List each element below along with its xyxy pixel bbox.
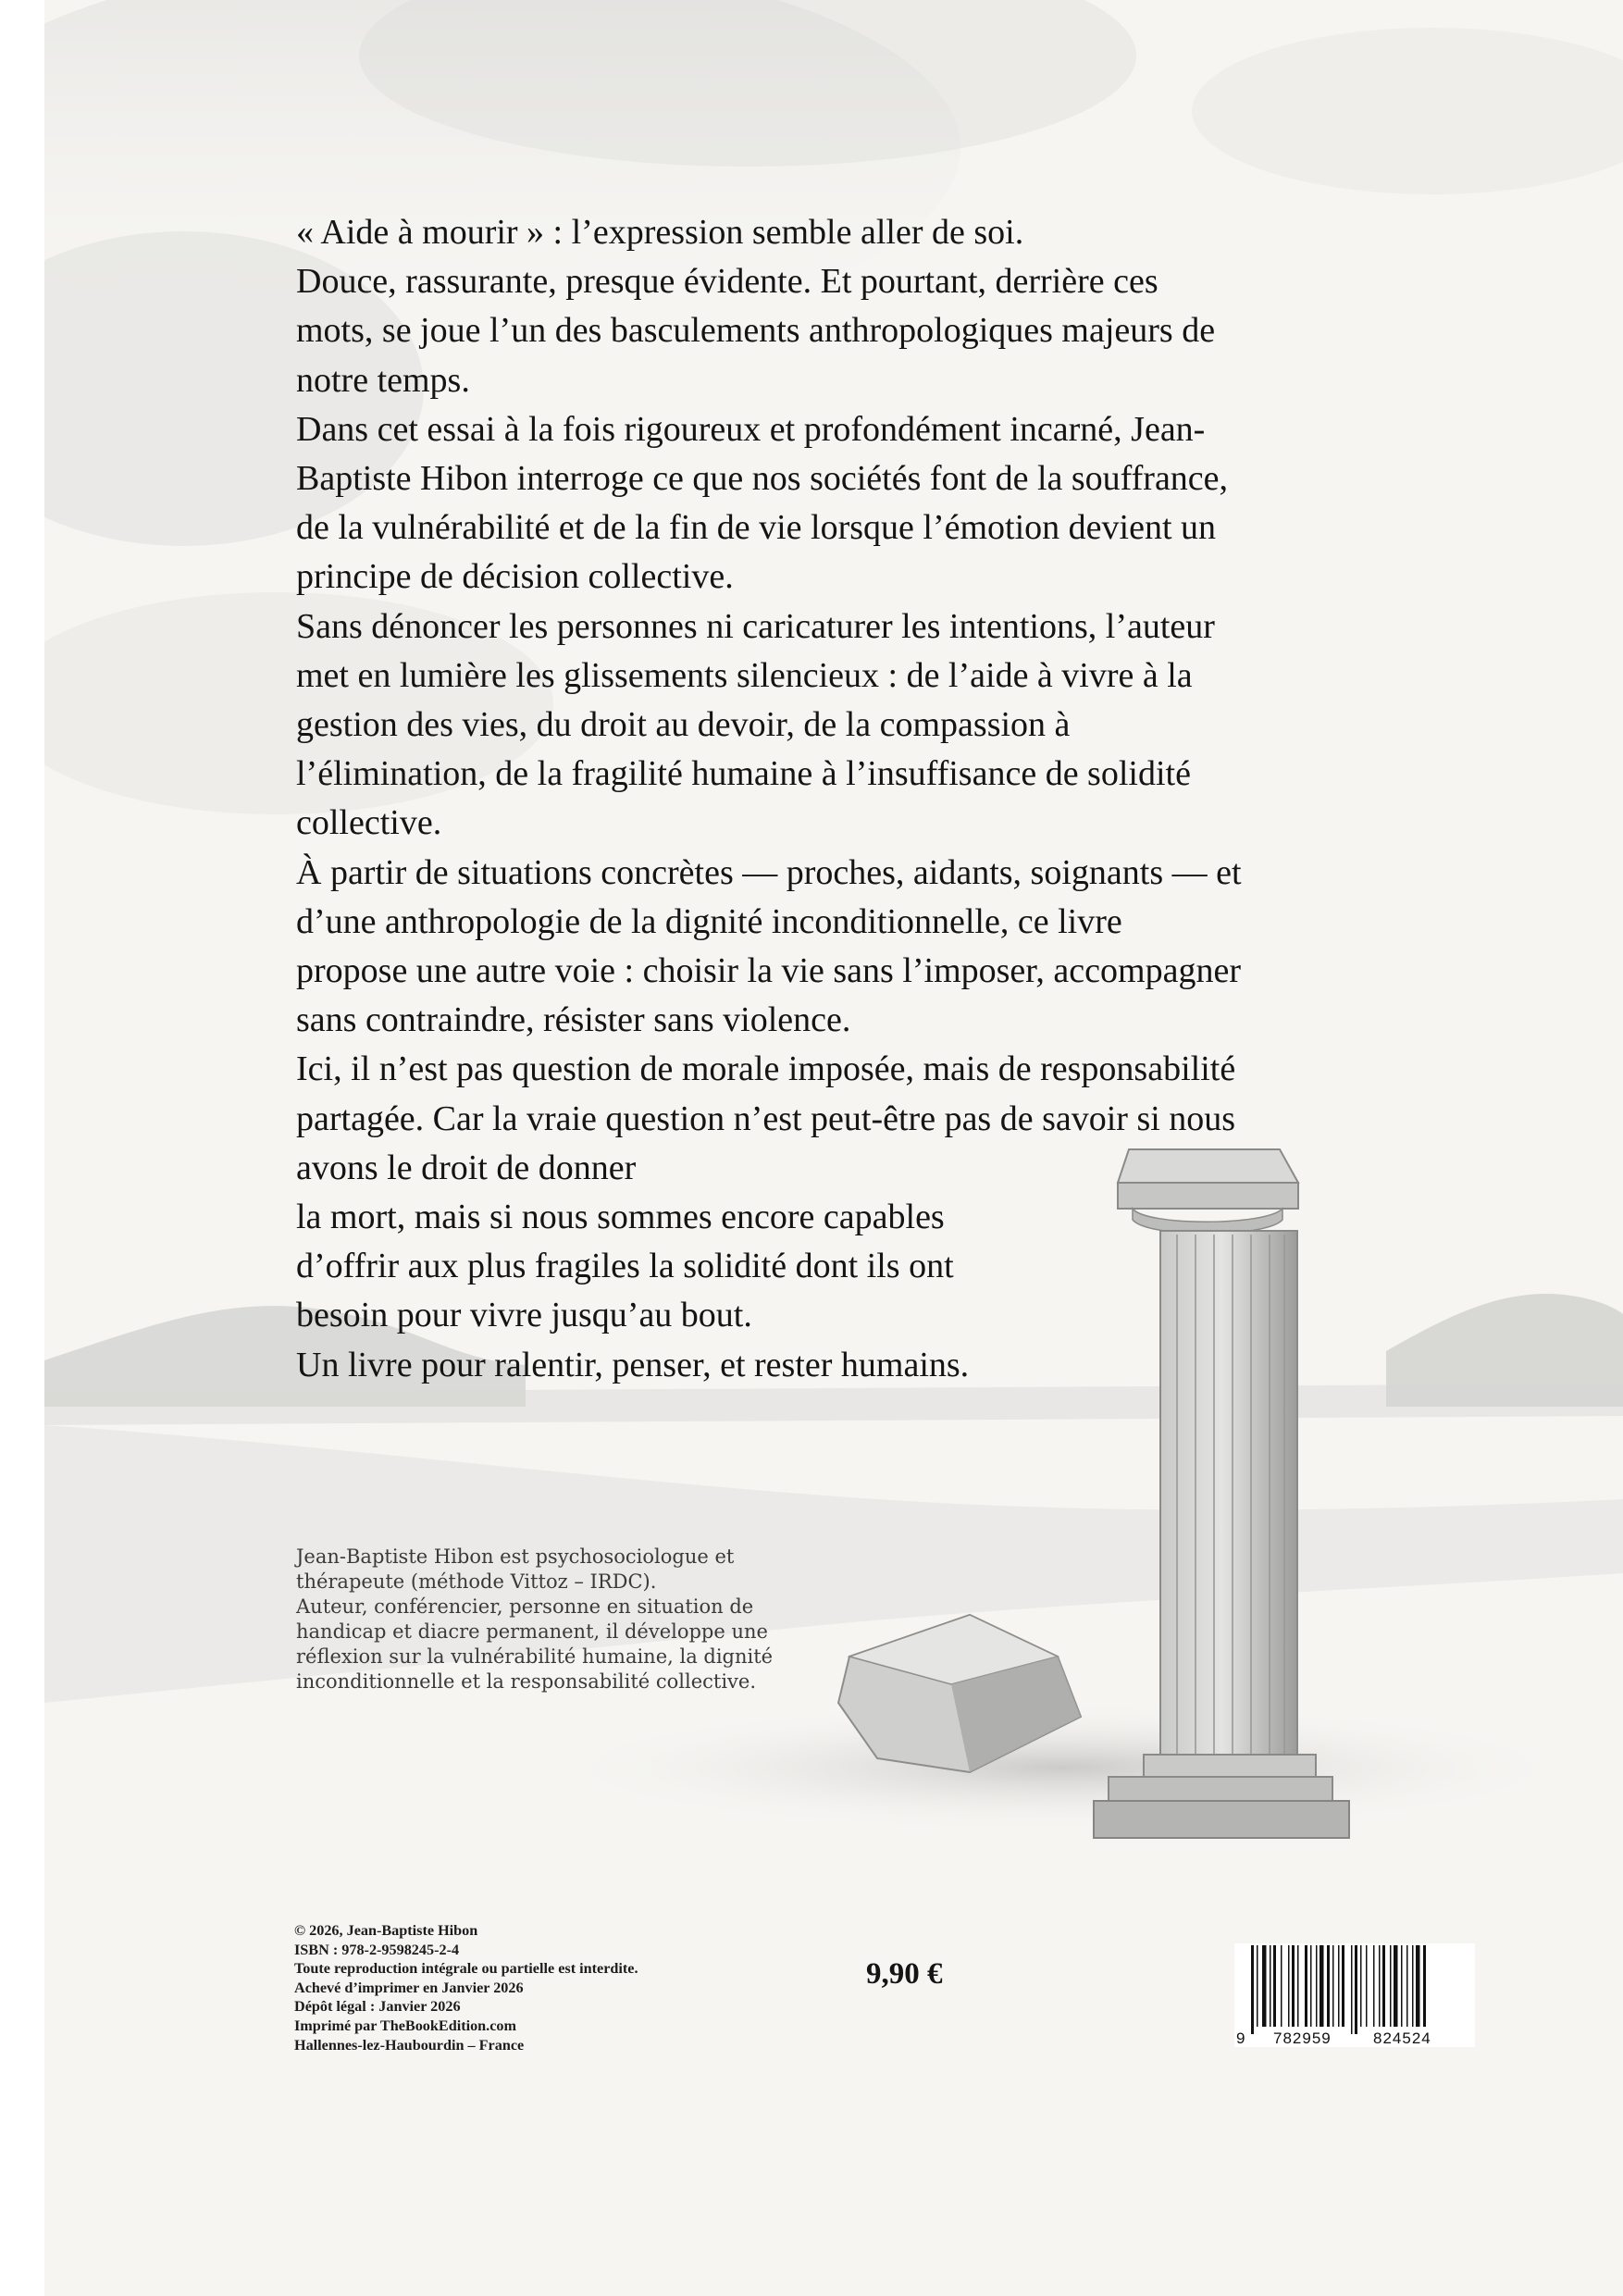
blurb-line: gestion des vies, du droit au devoir, de la compassion à xyxy=(296,705,1071,745)
barcode-bar xyxy=(1379,1945,1381,2027)
barcode-bar xyxy=(1406,1945,1408,2027)
barcode-bar xyxy=(1297,1945,1299,2027)
barcode-bar xyxy=(1366,1945,1368,2027)
legal-line: Imprimé par TheBookEdition.com xyxy=(294,2017,516,2034)
blurb-line: Sans dénoncer les personnes ni caricaturer les intentions, l’auteur xyxy=(296,606,1215,646)
legal-line: © 2026, Jean-Baptiste Hibon xyxy=(294,1922,478,1939)
blurb-line: avons le droit de donner xyxy=(296,1148,637,1187)
back-cover xyxy=(44,0,1623,2296)
barcode-bar xyxy=(1257,1945,1258,2027)
barcode-bar xyxy=(1338,1945,1340,2027)
blurb-line: mots, se joue l’un des basculements anthropologiques majeurs de xyxy=(296,311,1216,351)
barcode-bar xyxy=(1281,1945,1282,2027)
bio-line: réflexion sur la vulnérabilité humaine, la dignité xyxy=(296,1645,774,1668)
blurb-line: besoin pour vivre jusqu’au bout. xyxy=(296,1296,752,1335)
barcode-bar xyxy=(1310,1945,1312,2027)
barcode-bar xyxy=(1401,1945,1403,2027)
blurb-line: d’une anthropologie de la dignité inconditionnelle, ce livre xyxy=(296,901,1122,941)
bio-line: handicap et diacre permanent, il développe une xyxy=(296,1620,768,1643)
blurb-line: d’offrir aux plus fragiles la solidité dont ils ont xyxy=(296,1247,954,1286)
blurb-line: principe de décision collective. xyxy=(296,557,734,597)
legal-line: Toute reproduction intégrale ou partielle est interdite. xyxy=(294,1960,638,1978)
barcode-bar xyxy=(1305,1945,1307,2027)
barcode-left-digit: 9 xyxy=(1236,2029,1245,2047)
barcode-bar xyxy=(1319,1945,1324,2027)
barcode-bar xyxy=(1288,1945,1290,2027)
legal-notice xyxy=(294,1921,812,2054)
price: 9,90 € xyxy=(866,1957,943,1991)
barcode-bar xyxy=(1332,1945,1334,2027)
author-bio xyxy=(296,1545,907,1694)
bio-line: thérapeute (méthode Vittoz – IRDC). xyxy=(296,1570,657,1593)
blurb-line: Ici, il n’est pas question de morale imposée, mais de responsabilité xyxy=(296,1049,1236,1089)
blurb-line: Un livre pour ralentir, penser, et rester humains. xyxy=(296,1345,970,1384)
legal-line: Hallennes-lez-Haubourdin – France xyxy=(294,2036,525,2054)
blurb-line: Douce, rassurante, presque évidente. Et pourtant, derrière ces xyxy=(296,262,1158,302)
barcode-bar xyxy=(1292,1945,1295,2027)
barcode-bar xyxy=(1412,1945,1414,2027)
barcode-bar xyxy=(1423,1945,1426,2027)
barcode-bar xyxy=(1273,1945,1276,2027)
blurb-line: Baptiste Hibon interroge ce que nos sociétés font de la souffrance, xyxy=(296,459,1229,499)
blurb-line: de la vulnérabilité et de la fin de vie lorsque l’émotion devient un xyxy=(296,508,1217,548)
barcode-bar xyxy=(1251,1945,1254,2034)
barcode-bar xyxy=(1394,1945,1398,2027)
blurb-line: propose une autre voie : choisir la vie sans l’imposer, accompagner xyxy=(296,951,1241,991)
blurb-line: collective. xyxy=(296,803,442,843)
barcode-bar xyxy=(1327,1945,1330,2027)
blurb-text xyxy=(296,208,1499,1390)
barcode-bar xyxy=(1342,1945,1344,2027)
bio-line: inconditionnelle et la responsabilité collective. xyxy=(296,1670,757,1693)
barcode-bar xyxy=(1270,1945,1271,2027)
bio-line: Auteur, conférencier, personne en situation de xyxy=(296,1595,754,1618)
barcode-bar xyxy=(1351,1945,1353,2034)
legal-line: ISBN : 978-2-9598245-2-4 xyxy=(294,1941,460,1958)
blurb-line: notre temps. xyxy=(296,360,470,400)
blurb-line: l’élimination, de la fragilité humaine à l’insuffisance de solidité xyxy=(296,754,1191,794)
barcode-bar xyxy=(1390,1945,1392,2027)
isbn-barcode xyxy=(1234,1943,1475,2047)
blurb-line: sans contraindre, résister sans violence. xyxy=(296,1000,851,1040)
legal-line: Achevé d’imprimer en Janvier 2026 xyxy=(294,1979,524,1996)
blurb-line: la mort, mais si nous sommes encore capables xyxy=(296,1198,945,1237)
blurb-line: À partir de situations concrètes — proches, aidants, soignants — et xyxy=(296,852,1242,892)
barcode-bar xyxy=(1373,1945,1375,2027)
blurb-line: met en lumière les glissements silencieux : de l’aide à vivre à la xyxy=(296,655,1193,695)
barcode-bar xyxy=(1382,1945,1385,2027)
legal-line: Dépôt légal : Janvier 2026 xyxy=(294,1998,461,2016)
barcode-bar xyxy=(1262,1945,1267,2027)
blurb-line: « Aide à mourir » : l’expression semble aller de soi. xyxy=(296,213,1024,252)
barcode-bar xyxy=(1316,1945,1318,2027)
blurb-line: partagée. Car la vraie question n’est peut-être pas de savoir si nous xyxy=(296,1098,1236,1138)
barcode-bar xyxy=(1360,1945,1362,2027)
barcode-group-2: 824524 xyxy=(1373,2029,1431,2047)
barcode-group-1: 782959 xyxy=(1273,2029,1332,2047)
barcode-bar xyxy=(1355,1945,1357,2034)
blurb-line: Dans cet essai à la fois rigoureux et profondément incarné, Jean- xyxy=(296,409,1206,449)
bio-line: Jean-Baptiste Hibon est psychosociologue et xyxy=(296,1545,735,1568)
barcode-bar xyxy=(1416,1945,1420,2027)
